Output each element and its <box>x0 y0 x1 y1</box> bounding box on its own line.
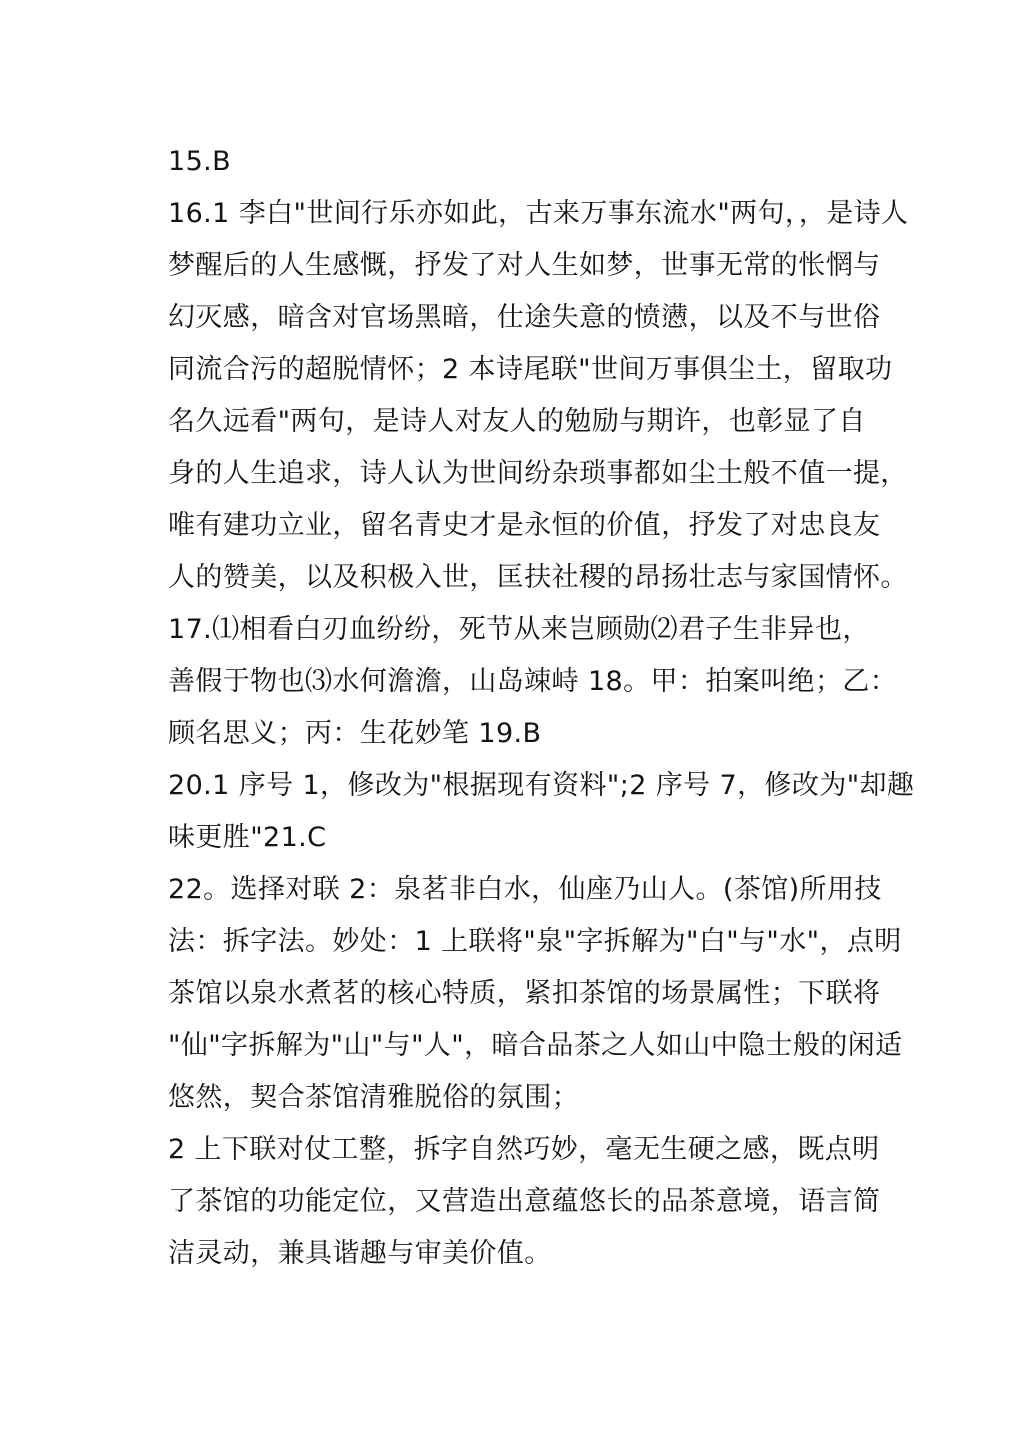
text-line: 同流合污的超脱情怀；2 本诗尾联"世间万事俱尘土，留取功 <box>168 354 893 385</box>
text-line: 法：拆字法。妙处：1 上联将"泉"字拆解为"白"与"水"，点明 <box>168 926 902 957</box>
text-line: 了茶馆的功能定位，又营造出意蕴悠长的品茶意境，语言简 <box>168 1186 881 1217</box>
answer-text-block <box>168 136 915 1280</box>
text-line: 20.1 序号 1，修改为"根据现有资料";2 序号 7，修改为"却趣 <box>168 770 915 801</box>
text-line: 顾名思义；丙：生花妙笔 19.B <box>168 718 542 749</box>
text-line: 茶馆以泉水煮茗的核心特质，紧扣茶馆的场景属性；下联将 <box>168 978 881 1009</box>
text-line: 人的赞美，以及积极入世，匡扶社稷的昂扬壮志与家国情怀。 <box>168 562 908 593</box>
text-line: 2 上下联对仗工整，拆字自然巧妙，毫无生硬之感，既点明 <box>168 1134 880 1165</box>
text-line: 22。选择对联 2：泉茗非白水，仙座乃山人。(茶馆)所用技 <box>168 874 882 905</box>
text-line: 15.B <box>168 146 232 177</box>
text-line: 名久远看"两句，是诗人对友人的勉励与期许，也彰显了自 <box>168 406 866 437</box>
text-line: 17.⑴相看白刃血纷纷，死节从来岂顾勋⑵君子生非异也， <box>168 614 870 645</box>
text-line: 唯有建功立业，留名青史才是永恒的价值，抒发了对忠良友 <box>168 510 881 541</box>
text-line: "仙"字拆解为"山"与"人"，暗合品茶之人如山中隐士般的闲适 <box>168 1030 903 1061</box>
text-line: 洁灵动，兼具谐趣与审美价值。 <box>168 1238 552 1269</box>
text-line: 善假于物也⑶水何澹澹，山岛竦峙 18。甲：拍案叫绝；乙： <box>168 666 898 697</box>
text-line: 身的人生追求，诗人认为世间纷杂琐事都如尘土般不值一提， <box>168 458 908 489</box>
text-line: 味更胜"21.C <box>168 822 327 853</box>
text-line: 悠然，契合茶馆清雅脱俗的氛围； <box>168 1082 579 1113</box>
text-line: 16.1 李白"世间行乐亦如此，古来万事东流水"两句，，是诗人 <box>168 198 909 229</box>
text-line: 幻灭感，暗含对官场黑暗，仕途失意的愤懑，以及不与世俗 <box>168 302 881 333</box>
text-line: 梦醒后的人生感慨，抒发了对人生如梦，世事无常的怅惘与 <box>168 250 881 281</box>
